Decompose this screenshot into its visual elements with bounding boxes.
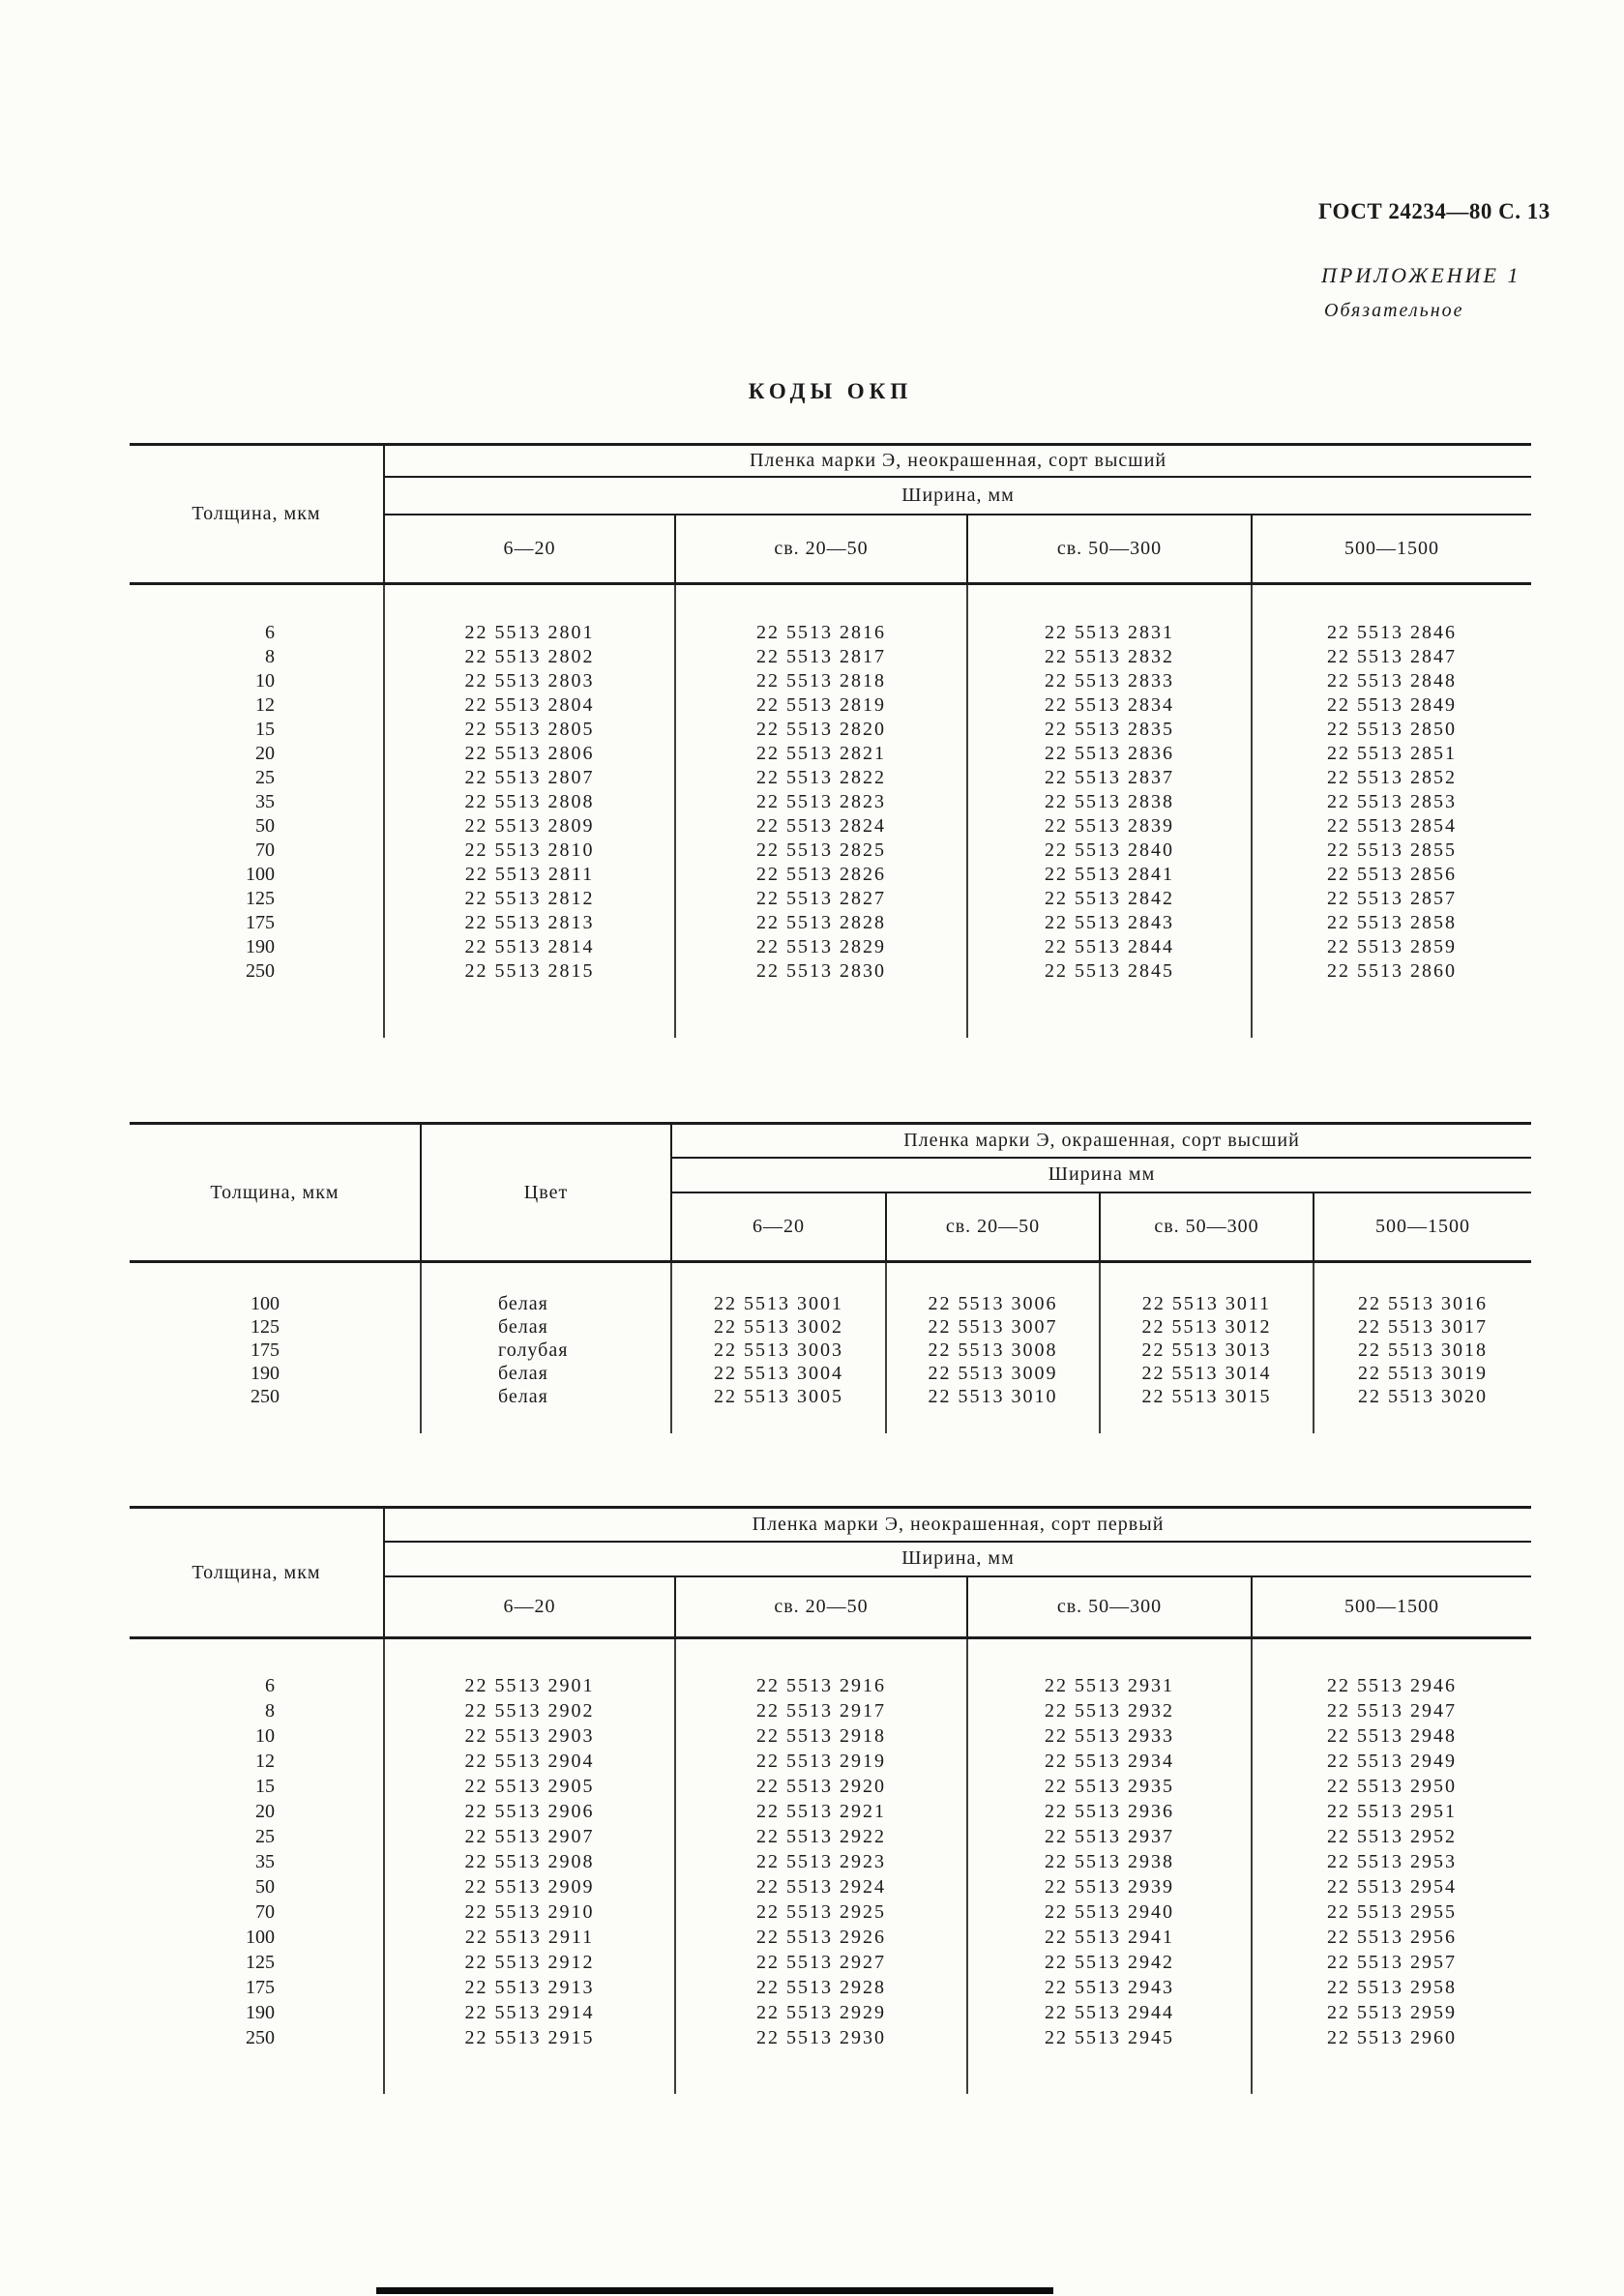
okp-code-cell: 22 5513 2813 [384, 911, 675, 935]
table-row [130, 1339, 1531, 1362]
thickness-value: 125 [251, 1316, 280, 1338]
thickness-value: 100 [246, 864, 275, 885]
thickness-value: 190 [246, 2002, 275, 2023]
table-row [130, 1362, 1531, 1385]
okp-code-cell: 22 5513 2958 [1252, 1975, 1531, 2000]
okp-code-cell: 22 5513 2819 [675, 693, 967, 718]
okp-code-cell: 22 5513 2936 [967, 1799, 1252, 1824]
col-header-range-2: св. 20—50 [675, 515, 967, 584]
okp-code-cell: 22 5513 2901 [384, 1638, 675, 1699]
color-value: белая [421, 1315, 671, 1339]
okp-code-cell: 22 5513 3019 [1314, 1362, 1531, 1385]
okp-code-cell: 22 5513 2846 [1252, 584, 1531, 646]
okp-code-cell: 22 5513 2805 [384, 718, 675, 742]
okp-code-cell: 22 5513 2937 [967, 1824, 1252, 1849]
stub-cell [967, 2050, 1252, 2094]
thickness-value: 190 [251, 1363, 280, 1384]
okp-code-cell: 22 5513 2902 [384, 1698, 675, 1723]
thickness-value: 15 [255, 1776, 275, 1797]
stub-cell [967, 984, 1252, 1038]
table-row [130, 1262, 1531, 1316]
thickness-value: 25 [255, 767, 275, 788]
okp-code-cell: 22 5513 3015 [1100, 1385, 1314, 1408]
okp-code-cell: 22 5513 2957 [1252, 1950, 1531, 1975]
okp-code-cell: 22 5513 3013 [1100, 1339, 1314, 1362]
okp-code-cell: 22 5513 3008 [886, 1339, 1100, 1362]
table-bottom-stub [130, 2050, 1531, 2094]
thickness-value: 6 [265, 1675, 275, 1696]
okp-code-cell: 22 5513 2908 [384, 1849, 675, 1874]
okp-code-cell: 22 5513 2841 [967, 863, 1252, 887]
okp-code-cell: 22 5513 2906 [384, 1799, 675, 1824]
table-row [130, 790, 1531, 814]
table-row [130, 1925, 1531, 1950]
okp-code-cell: 22 5513 2858 [1252, 911, 1531, 935]
okp-code-cell: 22 5513 2904 [384, 1749, 675, 1774]
okp-code-cell: 22 5513 2836 [967, 742, 1252, 766]
stub-cell [421, 1408, 671, 1433]
thickness-value: 250 [251, 1386, 280, 1407]
okp-code-cell: 22 5513 2917 [675, 1698, 967, 1723]
table-row [130, 2000, 1531, 2025]
okp-code-cell: 22 5513 3002 [671, 1315, 886, 1339]
okp-code-cell: 22 5513 2928 [675, 1975, 967, 2000]
stub-cell [1252, 2050, 1531, 2094]
annex-label: ПРИЛОЖЕНИЕ 1 [1321, 263, 1521, 287]
okp-code-cell: 22 5513 2818 [675, 669, 967, 693]
thickness-value: 20 [255, 1801, 275, 1822]
thickness-value: 100 [251, 1293, 280, 1314]
col-header-range-1: 6—20 [384, 1576, 675, 1638]
okp-code-cell: 22 5513 2823 [675, 790, 967, 814]
okp-code-cell: 22 5513 2950 [1252, 1774, 1531, 1799]
thickness-value: 250 [246, 2027, 275, 2048]
table-group-header: Пленка марки Э, неокрашенная, сорт первый [384, 1508, 1531, 1542]
stub-cell [886, 1408, 1100, 1433]
okp-code-cell: 22 5513 2951 [1252, 1799, 1531, 1824]
okp-code-cell: 22 5513 2907 [384, 1824, 675, 1849]
okp-code-cell: 22 5513 2807 [384, 766, 675, 790]
okp-code-cell: 22 5513 2953 [1252, 1849, 1531, 1874]
table-row [130, 911, 1531, 935]
okp-code-cell: 22 5513 2802 [384, 645, 675, 669]
okp-code-cell: 22 5513 2923 [675, 1849, 967, 1874]
okp-code-cell: 22 5513 2945 [967, 2025, 1252, 2050]
table-group-header: Пленка марки Э, неокрашенная, сорт высший [384, 445, 1531, 477]
thickness-value: 12 [255, 694, 275, 716]
okp-code-cell: 22 5513 2817 [675, 645, 967, 669]
okp-code-cell: 22 5513 2943 [967, 1975, 1252, 2000]
okp-code-cell: 22 5513 2960 [1252, 2025, 1531, 2050]
col-header-width: Ширина мм [671, 1158, 1531, 1192]
table-row [130, 669, 1531, 693]
okp-code-cell: 22 5513 2815 [384, 959, 675, 984]
thickness-value: 8 [265, 646, 275, 667]
col-header-thickness: Толщина, мкм [130, 445, 384, 584]
okp-code-cell: 22 5513 2843 [967, 911, 1252, 935]
col-header-thickness: Толщина, мкм [130, 1508, 384, 1638]
table-row [130, 1849, 1531, 1874]
header-row-group [130, 1508, 1531, 1542]
okp-code-cell: 22 5513 2852 [1252, 766, 1531, 790]
stub-cell [1314, 1408, 1531, 1433]
thickness-value: 190 [246, 936, 275, 957]
table-row [130, 693, 1531, 718]
okp-code-cell: 22 5513 2942 [967, 1950, 1252, 1975]
okp-code-cell: 22 5513 2835 [967, 718, 1252, 742]
okp-code-cell: 22 5513 3004 [671, 1362, 886, 1385]
okp-code-cell: 22 5513 2938 [967, 1849, 1252, 1874]
okp-code-cell: 22 5513 2822 [675, 766, 967, 790]
col-header-range-4: 500—1500 [1314, 1192, 1531, 1262]
okp-code-cell: 22 5513 2810 [384, 839, 675, 863]
okp-code-cell: 22 5513 2812 [384, 887, 675, 911]
okp-code-cell: 22 5513 2918 [675, 1723, 967, 1749]
col-header-color: Цвет [421, 1124, 671, 1262]
okp-code-cell: 22 5513 2859 [1252, 935, 1531, 959]
col-header-range-3: св. 50—300 [967, 1576, 1252, 1638]
okp-code-cell: 22 5513 2803 [384, 669, 675, 693]
okp-code-cell: 22 5513 2949 [1252, 1749, 1531, 1774]
okp-code-cell: 22 5513 2954 [1252, 1874, 1531, 1899]
col-header-range-4: 500—1500 [1252, 515, 1531, 584]
table-body [130, 1638, 1531, 2095]
okp-code-cell: 22 5513 2922 [675, 1824, 967, 1849]
stub-cell [384, 2050, 675, 2094]
okp-code-cell: 22 5513 2849 [1252, 693, 1531, 718]
stub-cell [130, 984, 384, 1038]
thickness-value: 100 [246, 1927, 275, 1948]
table-row [130, 742, 1531, 766]
okp-code-cell: 22 5513 2914 [384, 2000, 675, 2025]
thickness-value: 15 [255, 719, 275, 740]
okp-code-cell: 22 5513 2834 [967, 693, 1252, 718]
table-row [130, 1749, 1531, 1774]
thickness-value: 35 [255, 791, 275, 812]
okp-code-cell: 22 5513 2830 [675, 959, 967, 984]
okp-code-cell: 22 5513 2804 [384, 693, 675, 718]
col-header-width: Ширина, мм [384, 477, 1531, 515]
okp-code-cell: 22 5513 2948 [1252, 1723, 1531, 1749]
thickness-value: 125 [246, 1952, 275, 1973]
okp-code-cell: 22 5513 2913 [384, 1975, 675, 2000]
okp-code-cell: 22 5513 2927 [675, 1950, 967, 1975]
okp-code-cell: 22 5513 2952 [1252, 1824, 1531, 1849]
okp-code-cell: 22 5513 2921 [675, 1799, 967, 1824]
thickness-value: 20 [255, 743, 275, 764]
table-row [130, 1315, 1531, 1339]
okp-code-cell: 22 5513 2860 [1252, 959, 1531, 984]
okp-code-cell: 22 5513 2956 [1252, 1925, 1531, 1950]
okp-code-cell: 22 5513 3006 [886, 1262, 1100, 1316]
okp-code-cell: 22 5513 2848 [1252, 669, 1531, 693]
okp-code-cell: 22 5513 2809 [384, 814, 675, 839]
okp-code-cell: 22 5513 2955 [1252, 1899, 1531, 1925]
okp-code-cell: 22 5513 2837 [967, 766, 1252, 790]
thickness-value: 125 [246, 888, 275, 909]
okp-code-cell: 22 5513 3020 [1314, 1385, 1531, 1408]
table-body [130, 584, 1531, 1039]
okp-code-cell: 22 5513 2853 [1252, 790, 1531, 814]
okp-table-colored-highest [130, 1122, 1531, 1433]
okp-code-cell: 22 5513 2831 [967, 584, 1252, 646]
thickness-value: 12 [255, 1751, 275, 1772]
okp-code-cell: 22 5513 2811 [384, 863, 675, 887]
col-header-range-2: св. 20—50 [886, 1192, 1100, 1262]
okp-code-cell: 22 5513 2854 [1252, 814, 1531, 839]
table-row [130, 959, 1531, 984]
thickness-value: 50 [255, 815, 275, 837]
okp-code-cell: 22 5513 2816 [675, 584, 967, 646]
okp-code-cell: 22 5513 2808 [384, 790, 675, 814]
okp-code-cell: 22 5513 2933 [967, 1723, 1252, 1749]
stub-cell [671, 1408, 886, 1433]
table-bottom-stub [130, 1408, 1531, 1433]
thickness-value: 175 [246, 912, 275, 933]
thickness-value: 70 [255, 1901, 275, 1923]
col-header-range-3: св. 50—300 [1100, 1192, 1314, 1262]
okp-code-cell: 22 5513 2939 [967, 1874, 1252, 1899]
okp-code-cell: 22 5513 2915 [384, 2025, 675, 2050]
thickness-value: 10 [255, 1725, 275, 1747]
okp-code-cell: 22 5513 3016 [1314, 1262, 1531, 1316]
thickness-value: 35 [255, 1851, 275, 1872]
document-reference: ГОСТ 24234—80 С. 13 [1318, 199, 1550, 223]
col-header-range-2: св. 20—50 [675, 1576, 967, 1638]
okp-code-cell: 22 5513 2926 [675, 1925, 967, 1950]
okp-code-cell: 22 5513 3018 [1314, 1339, 1531, 1362]
okp-code-cell: 22 5513 2905 [384, 1774, 675, 1799]
okp-code-cell: 22 5513 2821 [675, 742, 967, 766]
okp-code-cell: 22 5513 2925 [675, 1899, 967, 1925]
page-title: КОДЫ ОКП [748, 379, 913, 403]
col-header-range-1: 6—20 [671, 1192, 886, 1262]
stub-cell [384, 984, 675, 1038]
col-header-width: Ширина, мм [384, 1542, 1531, 1576]
col-header-range-3: св. 50—300 [967, 515, 1252, 584]
header-row-group [130, 1124, 1531, 1158]
okp-code-cell: 22 5513 3017 [1314, 1315, 1531, 1339]
stub-cell [675, 984, 967, 1038]
okp-code-cell: 22 5513 2824 [675, 814, 967, 839]
okp-code-cell: 22 5513 2839 [967, 814, 1252, 839]
okp-code-cell: 22 5513 2912 [384, 1950, 675, 1975]
thickness-value: 175 [246, 1977, 275, 1998]
table-header [130, 1124, 1531, 1262]
thickness-value: 70 [255, 839, 275, 861]
table-row [130, 1385, 1531, 1408]
table-body [130, 1262, 1531, 1434]
thickness-value: 250 [246, 960, 275, 982]
table-row [130, 584, 1531, 646]
table-bottom-stub [130, 984, 1531, 1038]
okp-code-cell: 22 5513 2857 [1252, 887, 1531, 911]
okp-code-cell: 22 5513 3007 [886, 1315, 1100, 1339]
okp-code-cell: 22 5513 2947 [1252, 1698, 1531, 1723]
okp-code-cell: 22 5513 2856 [1252, 863, 1531, 887]
col-header-range-1: 6—20 [384, 515, 675, 584]
table-row [130, 1698, 1531, 1723]
okp-table-uncolored-highest [130, 443, 1531, 1038]
okp-code-cell: 22 5513 2845 [967, 959, 1252, 984]
okp-code-cell: 22 5513 2814 [384, 935, 675, 959]
table-group-header: Пленка марки Э, окрашенная, сорт высший [671, 1124, 1531, 1158]
table-row [130, 1975, 1531, 2000]
scan-edge-artifact [376, 2287, 1053, 2294]
okp-code-cell: 22 5513 3003 [671, 1339, 886, 1362]
okp-code-cell: 22 5513 2931 [967, 1638, 1252, 1699]
okp-code-cell: 22 5513 2911 [384, 1925, 675, 1950]
okp-code-cell: 22 5513 3001 [671, 1262, 886, 1316]
okp-code-cell: 22 5513 3012 [1100, 1315, 1314, 1339]
table-row [130, 935, 1531, 959]
table-row [130, 2025, 1531, 2050]
okp-code-cell: 22 5513 2820 [675, 718, 967, 742]
okp-code-cell: 22 5513 2909 [384, 1874, 675, 1899]
table-row [130, 766, 1531, 790]
okp-code-cell: 22 5513 2959 [1252, 2000, 1531, 2025]
col-header-range-4: 500—1500 [1252, 1576, 1531, 1638]
okp-code-cell: 22 5513 2847 [1252, 645, 1531, 669]
table-header [130, 445, 1531, 584]
okp-code-cell: 22 5513 2840 [967, 839, 1252, 863]
thickness-value: 25 [255, 1826, 275, 1847]
okp-code-cell: 22 5513 2910 [384, 1899, 675, 1925]
okp-code-cell: 22 5513 2825 [675, 839, 967, 863]
thickness-value: 6 [265, 622, 275, 643]
okp-code-cell: 22 5513 3009 [886, 1362, 1100, 1385]
okp-code-cell: 22 5513 3014 [1100, 1362, 1314, 1385]
color-value: белая [421, 1385, 671, 1408]
okp-code-cell: 22 5513 2916 [675, 1638, 967, 1699]
okp-code-cell: 22 5513 2850 [1252, 718, 1531, 742]
okp-code-cell: 22 5513 2946 [1252, 1638, 1531, 1699]
table-row [130, 839, 1531, 863]
color-value: белая [421, 1362, 671, 1385]
stub-cell [675, 2050, 967, 2094]
table-row [130, 1899, 1531, 1925]
okp-code-cell: 22 5513 2851 [1252, 742, 1531, 766]
stub-cell [130, 1408, 421, 1433]
table-row [130, 1950, 1531, 1975]
stub-cell [130, 2050, 384, 2094]
okp-code-cell: 22 5513 2842 [967, 887, 1252, 911]
table-row [130, 645, 1531, 669]
okp-code-cell: 22 5513 3005 [671, 1385, 886, 1408]
table-row [130, 1824, 1531, 1849]
okp-code-cell: 22 5513 2832 [967, 645, 1252, 669]
okp-code-cell: 22 5513 2903 [384, 1723, 675, 1749]
okp-code-cell: 22 5513 2838 [967, 790, 1252, 814]
color-value: голубая [421, 1339, 671, 1362]
table-row [130, 718, 1531, 742]
stub-cell [1252, 984, 1531, 1038]
table-row [130, 1638, 1531, 1699]
okp-code-cell: 22 5513 2930 [675, 2025, 967, 2050]
okp-code-cell: 22 5513 2940 [967, 1899, 1252, 1925]
okp-code-cell: 22 5513 2827 [675, 887, 967, 911]
okp-code-cell: 22 5513 2829 [675, 935, 967, 959]
table-row [130, 1799, 1531, 1824]
thickness-value: 10 [255, 670, 275, 692]
okp-code-cell: 22 5513 2929 [675, 2000, 967, 2025]
table-row [130, 1874, 1531, 1899]
okp-code-cell: 22 5513 2801 [384, 584, 675, 646]
okp-table-uncolored-first [130, 1506, 1531, 2094]
okp-code-cell: 22 5513 2833 [967, 669, 1252, 693]
okp-code-cell: 22 5513 2919 [675, 1749, 967, 1774]
thickness-value: 50 [255, 1876, 275, 1898]
header-row-group [130, 445, 1531, 477]
okp-code-cell: 22 5513 2826 [675, 863, 967, 887]
table-row [130, 887, 1531, 911]
okp-code-cell: 22 5513 2934 [967, 1749, 1252, 1774]
thickness-value: 8 [265, 1700, 275, 1722]
annex-note: Обязательное [1324, 300, 1464, 321]
col-header-thickness: Толщина, мкм [130, 1124, 421, 1262]
okp-code-cell: 22 5513 2941 [967, 1925, 1252, 1950]
okp-code-cell: 22 5513 2844 [967, 935, 1252, 959]
okp-code-cell: 22 5513 2828 [675, 911, 967, 935]
table-row [130, 814, 1531, 839]
okp-code-cell: 22 5513 2806 [384, 742, 675, 766]
table-row [130, 863, 1531, 887]
okp-code-cell: 22 5513 2855 [1252, 839, 1531, 863]
okp-code-cell: 22 5513 2932 [967, 1698, 1252, 1723]
okp-code-cell: 22 5513 3010 [886, 1385, 1100, 1408]
thickness-value: 175 [251, 1339, 280, 1361]
okp-code-cell: 22 5513 3011 [1100, 1262, 1314, 1316]
table-row [130, 1723, 1531, 1749]
table-row [130, 1774, 1531, 1799]
okp-code-cell: 22 5513 2935 [967, 1774, 1252, 1799]
okp-code-cell: 22 5513 2944 [967, 2000, 1252, 2025]
okp-code-cell: 22 5513 2920 [675, 1774, 967, 1799]
stub-cell [1100, 1408, 1314, 1433]
okp-code-cell: 22 5513 2924 [675, 1874, 967, 1899]
color-value: белая [421, 1262, 671, 1316]
table-header [130, 1508, 1531, 1638]
